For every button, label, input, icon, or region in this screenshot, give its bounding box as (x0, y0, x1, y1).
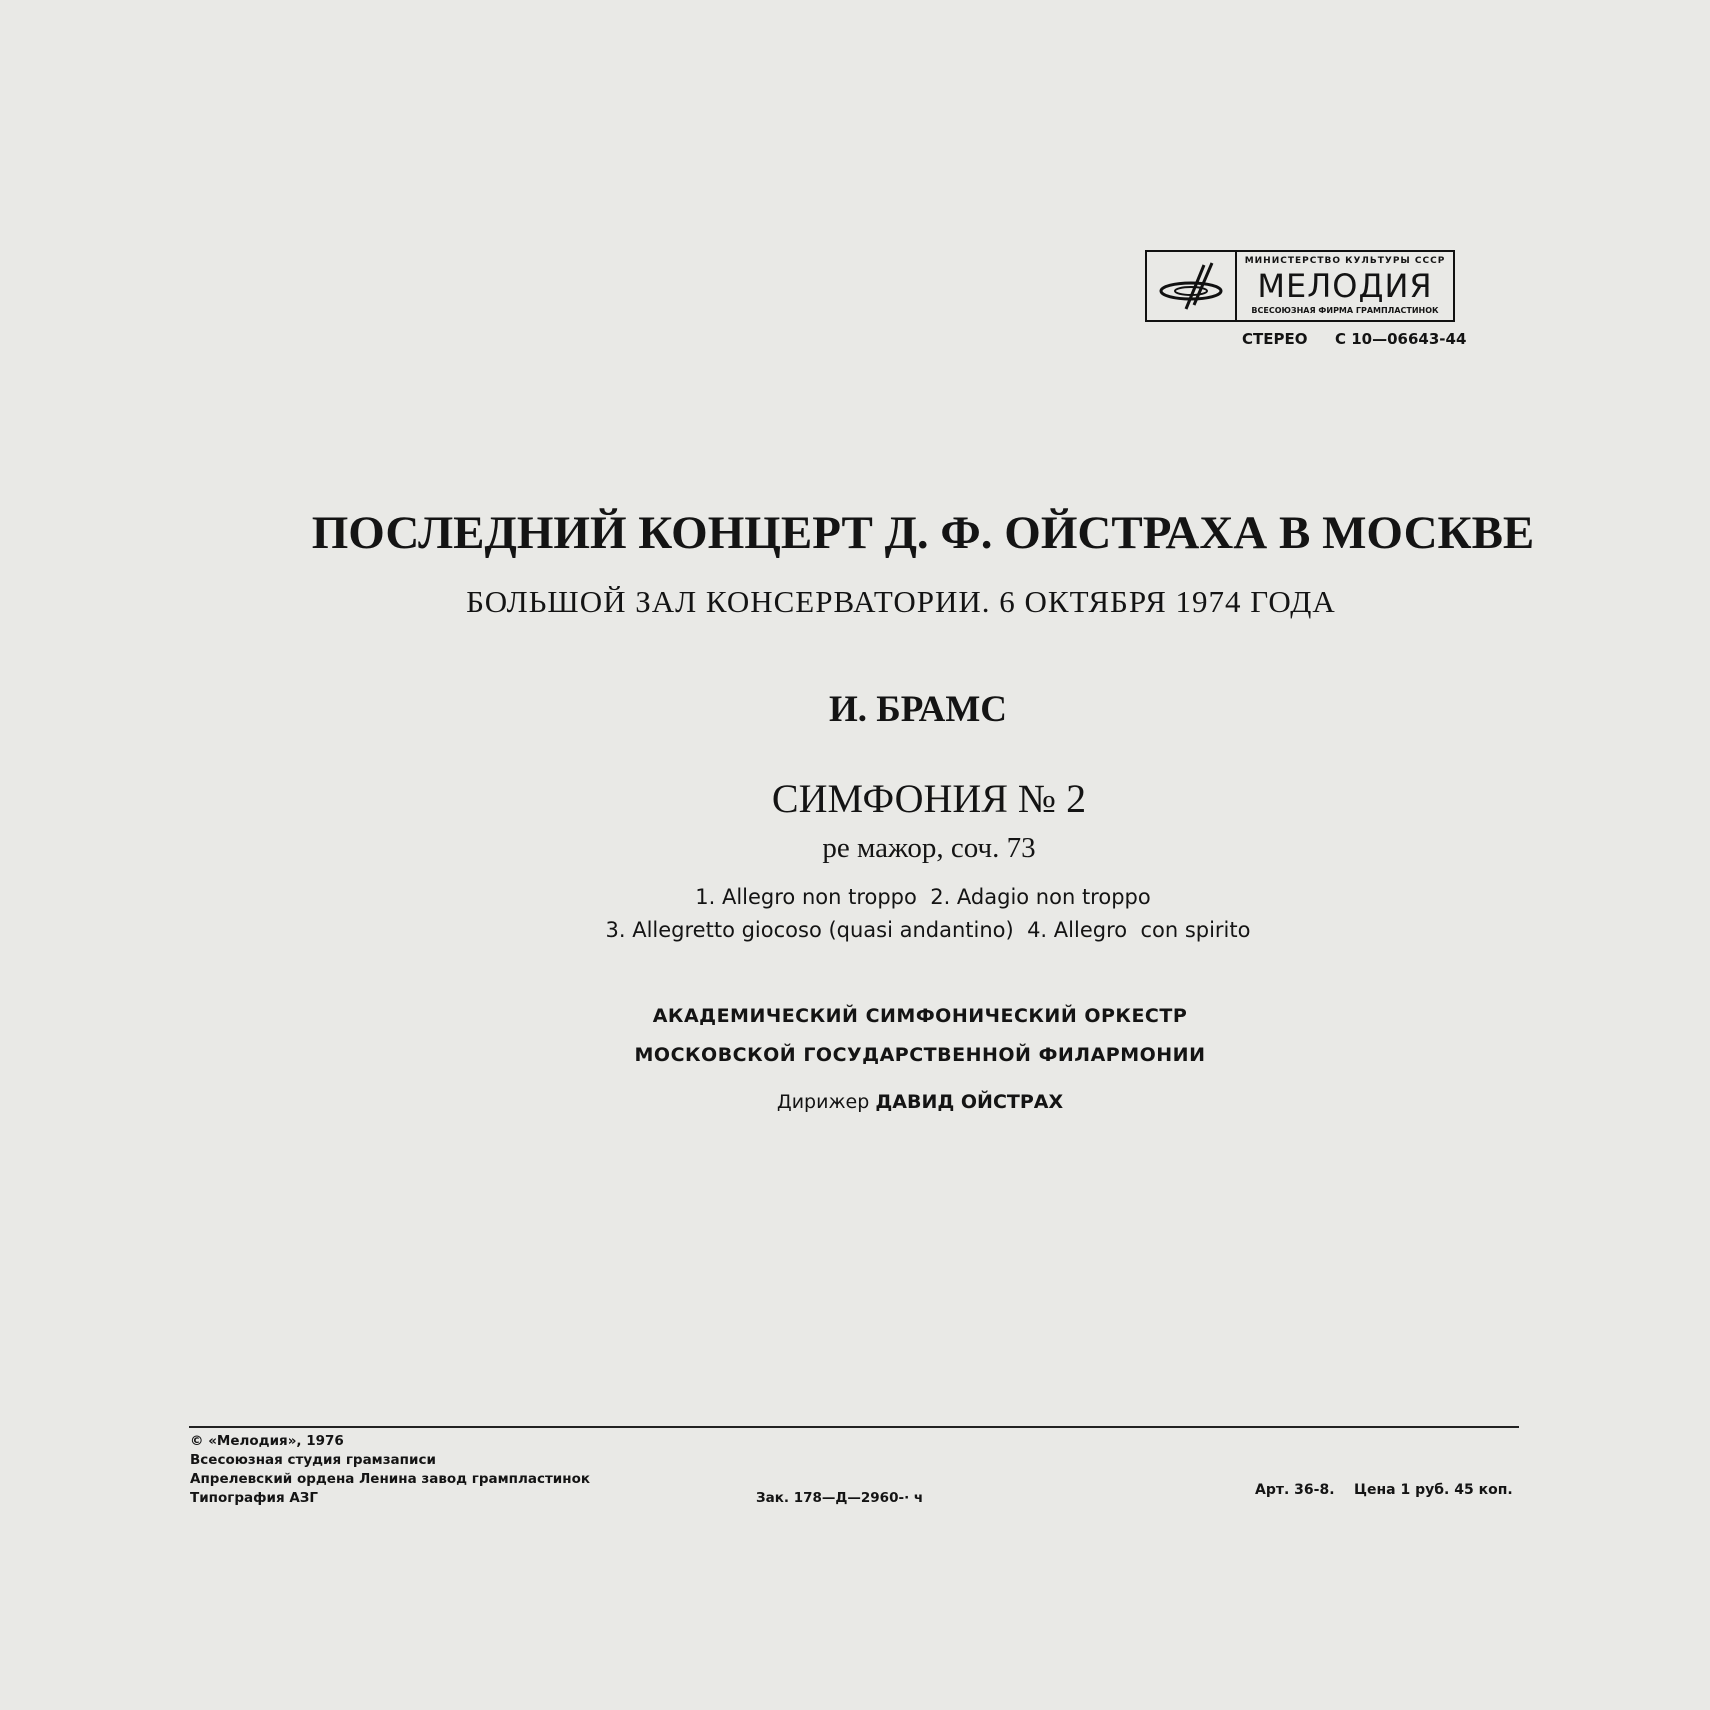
logo-company: ВСЕСОЮЗНАЯ ФИРМА ГРАМПЛАСТИНОК (1251, 306, 1439, 315)
work-key: ре мажор, соч. 73 (822, 832, 1036, 864)
album-subtitle: БОЛЬШОЙ ЗАЛ КОНСЕРВАТОРИИ. 6 ОКТЯБРЯ 1974 ГОДА (466, 584, 1336, 619)
movements-line-2: 3. Allegretto giocoso (quasi andantino) 4. Allegro con spirito (605, 918, 1251, 942)
work-title: СИМФОНИЯ № 2 (771, 776, 1087, 821)
album-title: ПОСЛЕДНИЙ КОНЦЕРТ Д. Ф. ОЙСТРАХА В МОСКВЕ (311, 507, 1535, 559)
footer-plant: Апрелевский ордена Ленина завод грампластинок (190, 1471, 591, 1487)
orchestra-line-2: МОСКОВСКОЙ ГОСУДАРСТВЕННОЙ ФИЛАРМОНИИ (634, 1044, 1206, 1066)
stereo-label: СТЕРЕО (1242, 330, 1308, 348)
catalog-number: С 10—06643-44 (1335, 330, 1467, 348)
conductor-name: ДАВИД ОЙСТРАХ (875, 1091, 1064, 1113)
logo-brand: МЕЛОДИЯ (1257, 267, 1433, 305)
footer-credits (190, 1432, 590, 1508)
melodiya-logo (1145, 250, 1455, 322)
footer-rule (189, 1426, 1519, 1428)
footer-copyright: © «Мелодия», 1976 (190, 1433, 344, 1449)
footer-studio: Всесоюзная студия грамзаписи (190, 1452, 436, 1468)
composer: И. БРАМС (829, 689, 1007, 730)
order-number: Зак. 178—Д—2960-· ч (756, 1490, 924, 1506)
conductor-label: Дирижер (776, 1091, 870, 1113)
orchestra-line-1: АКАДЕМИЧЕСКИЙ СИМФОНИЧЕСКИЙ ОРКЕСТР (652, 1005, 1188, 1027)
conductor-line (0, 1090, 1710, 1115)
movements-line-1: 1. Allegro non troppo 2. Adagio non troppo (695, 885, 1151, 909)
footer-printer: Типография АЗГ (190, 1490, 318, 1506)
melodiya-emblem-icon (1147, 252, 1237, 320)
logo-ministry: МИНИСТЕРСТВО КУЛЬТУРЫ СССР (1244, 256, 1446, 266)
price: Арт. 36-8. Цена 1 руб. 45 коп. (1255, 1482, 1513, 1498)
